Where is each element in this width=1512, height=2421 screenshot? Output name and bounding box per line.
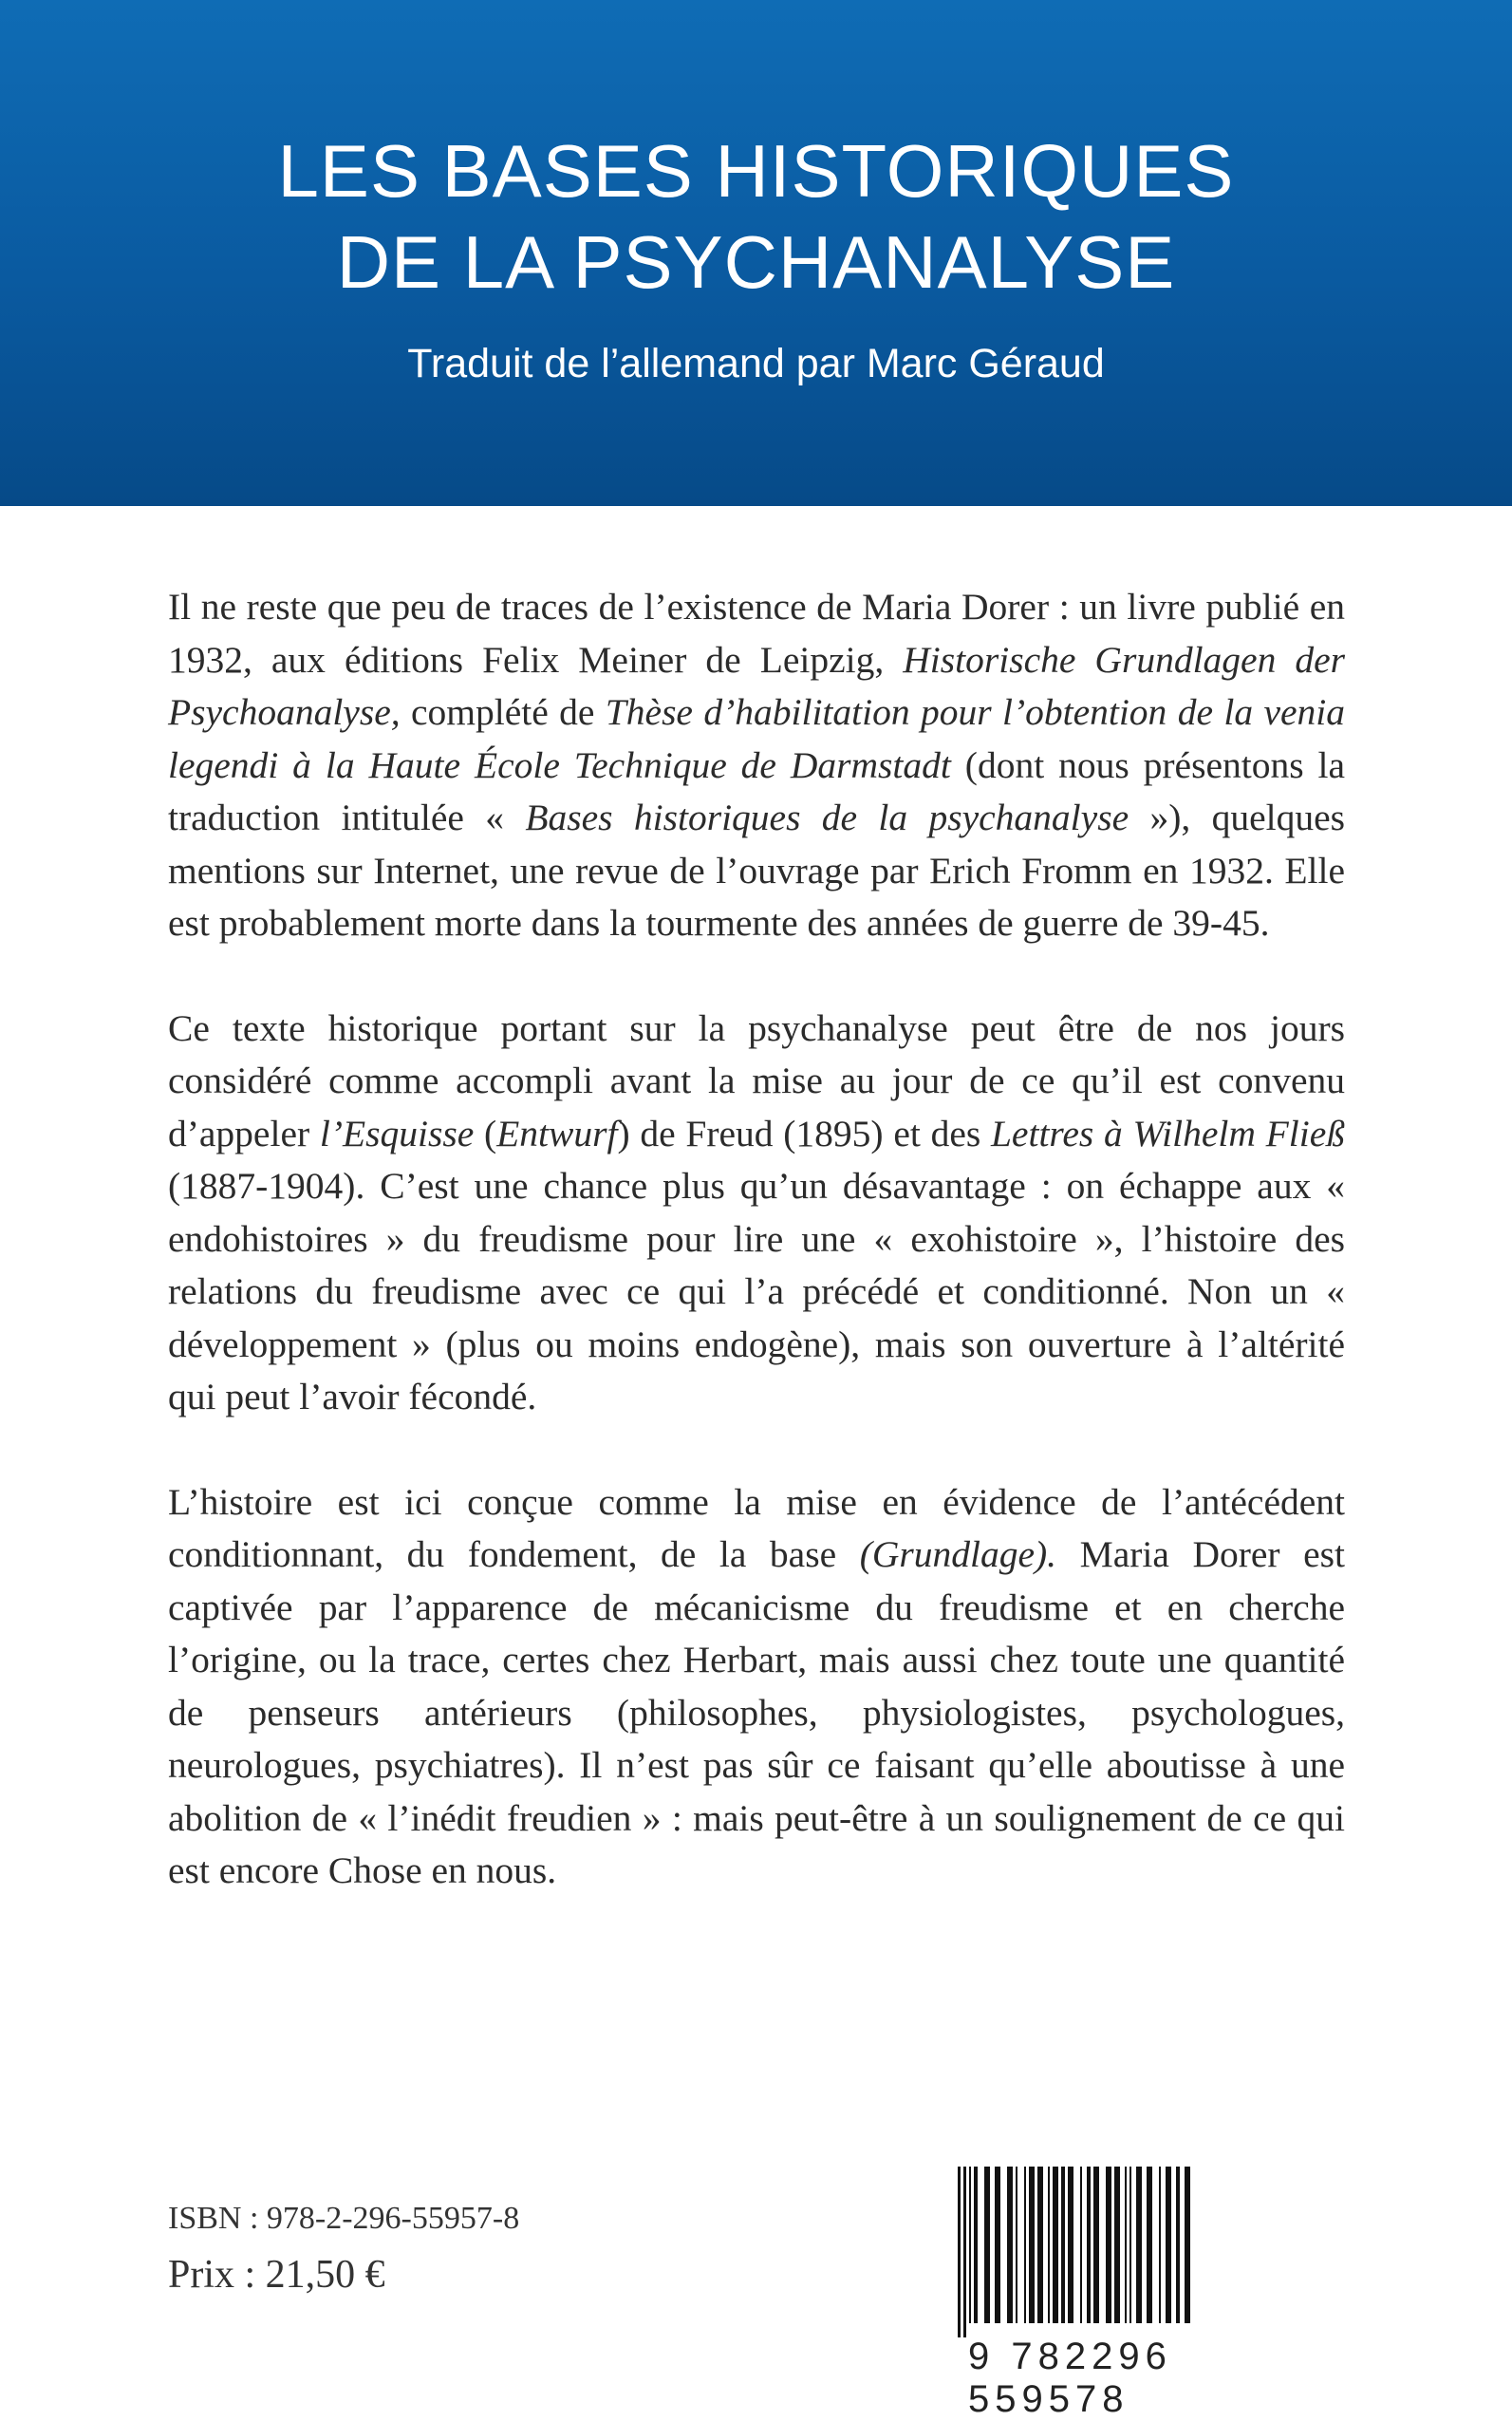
barcode-bar [963, 2167, 966, 2337]
barcode-bar [1068, 2167, 1073, 2323]
title-line-2: DE LA PSYCHANALYSE [336, 220, 1176, 304]
barcode-bar [984, 2167, 990, 2323]
text-run: l’Esquisse [319, 1112, 475, 1154]
cover-header [0, 0, 1512, 506]
barcode-bar [1176, 2167, 1180, 2323]
text-run: Entwurf [496, 1112, 618, 1154]
text-run: ( [474, 1112, 497, 1154]
barcode-bar [1114, 2167, 1120, 2323]
barcode-bar [1007, 2167, 1013, 2323]
paragraph-1 [168, 581, 1345, 950]
barcode-bar [1053, 2167, 1058, 2323]
barcode-bar [958, 2167, 961, 2337]
barcode-bar [995, 2167, 1000, 2323]
text-run: (Grundlage). [859, 1533, 1057, 1575]
barcode-bar [1037, 2167, 1043, 2323]
text-run: ) de Freud (1895) et des [617, 1112, 991, 1154]
text-run: Historische Grundlagen der Psychoanalyse, [168, 638, 1346, 733]
barcode-bar [969, 2167, 971, 2323]
text-run: L’histoire est ici conçue comme la mise en évidence de l’antécédent conditionnant, du fondement, de la base [168, 1480, 1345, 1575]
paragraph-2 [168, 1003, 1345, 1424]
barcode-bar [1024, 2167, 1026, 2323]
barcode-bar [1125, 2167, 1127, 2323]
barcode-bar [1048, 2167, 1050, 2323]
title-line-1: LES BASES HISTORIQUES [277, 129, 1235, 213]
barcode-bar [1106, 2167, 1111, 2323]
barcode-bar [1080, 2167, 1082, 2323]
text-run: (1887-1904). C’est une chance plus qu’un désavantage : on échappe aux « endohistoires » du freudisme pour lire une « exohistoire », l’histoire des relations du freudisme avec ce qui l’a précédé et conditionné. Non un « développement » (plus ou moins endogène), mais son ouverture à l’altérité qui peut l’avoir fécondé. [168, 1165, 1345, 1417]
text-run: »), quelques mentions sur Internet, une revue de l’ouvrage par Erich Fromm en 1932. Elle est probablement morte dans la tourmente des années de guerre de 39-45. [168, 797, 1345, 944]
barcode-bar [1147, 2167, 1152, 2323]
barcode-bar [1016, 2167, 1017, 2323]
text-run: Maria Dorer est captivée par l’apparence de mécanicisme du freudisme et en cherche l’origine, ou la trace, certes chez Herbart, mais aussi chez toute une quantité de penseurs antérieurs (philosophes, physiologistes, psychologues, neurologues, psychiatres). Il n’est pas sûr ce faisant qu’elle aboutisse à une abolition de « l’inédit freudien » : mais peut-être à un soulignement de ce qui est encore Chose en nous. [168, 1533, 1346, 1891]
barcode-bar [1166, 2167, 1171, 2323]
barcode [954, 2167, 1335, 2337]
back-cover-text [168, 581, 1345, 1950]
barcode-bar [974, 2167, 978, 2323]
text-run: (dont nous présentons la traduction intitulée « [168, 743, 1346, 838]
text-run: complété de [400, 691, 606, 733]
text-run: Ce texte historique portant sur la psychanalyse peut être de nos jours considéré comme accompli avant la mise au jour de ce qu’il est convenu d’appeler [168, 1006, 1345, 1154]
barcode-bar [1136, 2167, 1142, 2323]
barcode-number: 9 782296 559578 [968, 2336, 1172, 2420]
barcode-bar [1061, 2167, 1065, 2323]
paragraph-3 [168, 1476, 1345, 1898]
barcode-bar [1087, 2167, 1091, 2323]
text-run: Lettres à Wilhelm Fließ [990, 1112, 1346, 1154]
text-run: Il ne reste que peu de traces de l’existence de Maria Dorer : un livre publié en 1932, aux éditions Felix Meiner de Leipzig, [168, 586, 1345, 681]
text-run: Bases historiques de la psychanalyse [525, 797, 1129, 838]
barcode-bar [1093, 2167, 1099, 2323]
text-run: Thèse d’habilitation pour l’obtention de la venia legendi à la Haute École Technique de Darmstadt [168, 691, 1345, 786]
translator-subtitle: Traduit de l’allemand par Marc Géraud [407, 341, 1105, 386]
barcode-bar [1029, 2167, 1035, 2323]
isbn: ISBN : 978-2-296-55957-8 [168, 2201, 520, 2236]
barcode-bar [1185, 2167, 1190, 2323]
barcode-bar [1129, 2167, 1131, 2323]
price: Prix : 21,50 € [168, 2253, 385, 2297]
barcode-bar [1159, 2167, 1161, 2323]
